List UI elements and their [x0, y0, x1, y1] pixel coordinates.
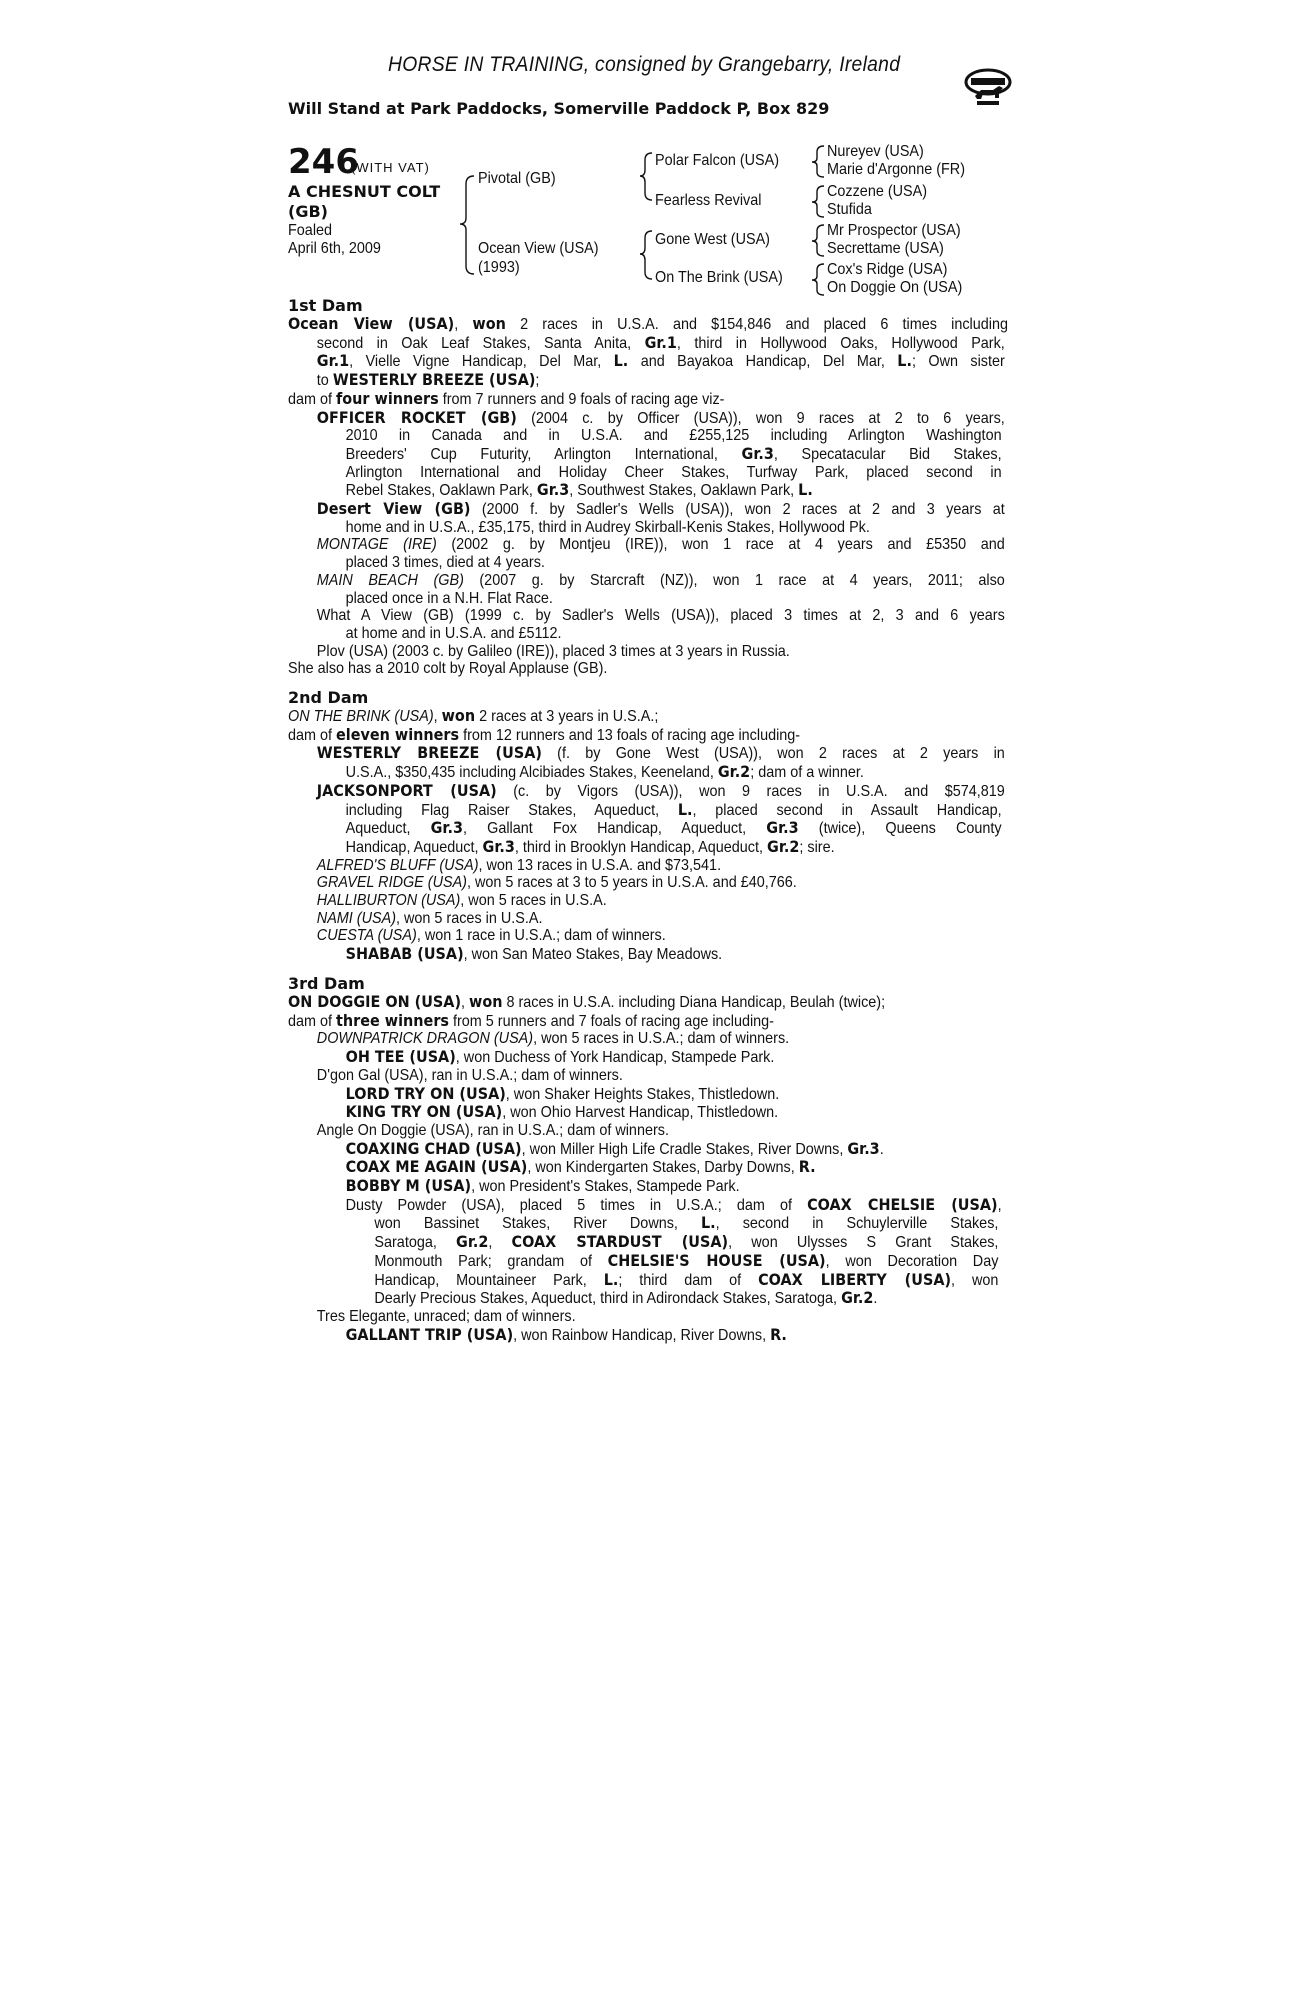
- bold-text: eleven winners: [336, 724, 460, 744]
- text-run: from 7 runners and 9 foals of racing age viz-: [438, 390, 725, 408]
- pedigree-dam-year: (1993): [478, 259, 520, 276]
- text-run: (2002 g. by Montjeu (IRE)), won 1 race at 4 years and £5350 and: [436, 536, 1005, 554]
- text-run: , Gallant Fox Handicap, Aqueduct,: [462, 820, 767, 838]
- italic-text: CUESTA (USA): [316, 927, 417, 945]
- text-line: [288, 1308, 936, 1326]
- bold-text: Gr.2: [841, 1288, 874, 1308]
- bold-text: L.: [798, 480, 813, 500]
- pedigree-dam-dam: On The Brink (USA): [655, 269, 783, 286]
- text-line: [288, 1233, 998, 1252]
- text-run: 8 races in U.S.A. including Diana Handicap, Beulah (twice);: [502, 994, 886, 1011]
- text-run: , third in Brooklyn Handicap, Aqueduct,: [514, 838, 768, 856]
- text-run: at home and in U.S.A. and £5112.: [345, 624, 562, 642]
- pedigree-g3-4: Stufida: [827, 201, 872, 218]
- text-line: [288, 993, 936, 1012]
- text-run: Dearly Precious Stakes, Aqueduct, third in Adirondack Stakes, Saratoga,: [374, 1290, 842, 1308]
- text-run: She also has a 2010 colt by Royal Applause (GB).: [288, 660, 608, 678]
- text-line: [288, 554, 936, 572]
- text-line: [288, 572, 1005, 590]
- bold-text: Gr.3: [430, 818, 463, 838]
- text-run: ; sire.: [799, 838, 835, 856]
- text-run: Handicap, Aqueduct,: [345, 838, 483, 856]
- text-run: 2010 in Canada and in U.S.A. and £255,125 including Arlington Washington: [345, 427, 1002, 445]
- text-line: [288, 660, 936, 678]
- bold-text: OH TEE (USA): [345, 1047, 456, 1067]
- bold-text: Gr.3: [766, 818, 799, 838]
- text-line: [288, 945, 936, 964]
- text-run: , Vielle Vigne Handicap, Del Mar,: [349, 353, 614, 371]
- text-run: ,: [433, 708, 442, 725]
- bold-text: COAX CHELSIE (USA): [807, 1194, 998, 1214]
- third-dam-lines: [288, 993, 1008, 1344]
- text-run: D'gon Gal (USA), ran in U.S.A.; dam of winners.: [316, 1066, 623, 1084]
- text-run: placed 3 times, died at 4 years.: [345, 554, 545, 572]
- text-run: Rebel Stakes, Oaklawn Park,: [345, 482, 537, 500]
- text-run: , second in Schuylerville Stakes,: [715, 1215, 999, 1233]
- text-run: , won 1 race in U.S.A.; dam of winners.: [416, 927, 666, 945]
- second-dam-lines: [288, 707, 1008, 964]
- italic-text: ALFRED'S BLUFF (USA): [316, 856, 479, 874]
- lot-number: 246: [288, 142, 359, 182]
- bold-text: WESTERLY BREEZE (USA): [332, 370, 536, 390]
- text-run: , won Ulysses S Grant Stakes,: [728, 1234, 999, 1252]
- text-run: , won 5 races in U.S.A.; dam of winners.: [533, 1030, 790, 1048]
- text-run: , won 5 races at 3 to 5 years in U.S.A. and £40,766.: [466, 874, 797, 892]
- text-line: [288, 1030, 936, 1048]
- text-line: [288, 819, 1002, 838]
- italic-text: ON THE BRINK (USA): [288, 708, 434, 725]
- text-line: [288, 838, 936, 857]
- text-line: [288, 1048, 936, 1067]
- third-dam-section: [288, 975, 1008, 1344]
- text-run: , won Rainbow Handicap, River Downs,: [513, 1326, 771, 1344]
- first-dam-lines: [288, 315, 1008, 678]
- text-line: [288, 481, 936, 500]
- pedigree-g3-2: Marie d'Argonne (FR): [827, 161, 965, 178]
- page-title: HORSE IN TRAINING, consigned by Grangebarry, Ireland: [388, 53, 901, 76]
- text-line: [288, 1012, 936, 1031]
- text-run: , won 5 races in U.S.A.: [396, 909, 543, 927]
- text-run: (2000 f. by Sadler's Wells (USA)), won 2 races at 2 and 3 years at: [470, 501, 1005, 519]
- stand-location: Will Stand at Park Paddocks, Somerville Paddock P, Box 829: [288, 99, 830, 118]
- text-line: [288, 1067, 936, 1085]
- text-line: [288, 371, 936, 390]
- text-line: [288, 857, 936, 875]
- text-run: , won 5 races in U.S.A.: [460, 892, 607, 910]
- bold-text: L.: [897, 351, 912, 371]
- text-line: [288, 1214, 998, 1233]
- text-line: [288, 352, 1005, 371]
- text-run: Saratoga,: [374, 1234, 457, 1252]
- bold-text: ON DOGGIE ON (USA): [288, 992, 462, 1011]
- text-run: dam of: [288, 1012, 337, 1030]
- text-run: dam of: [288, 726, 337, 744]
- bold-text: Gr.3: [536, 480, 570, 500]
- text-run: , Specatacular Bid Stakes,: [773, 445, 1002, 463]
- bold-text: R.: [770, 1324, 787, 1344]
- text-run: , won Decoration Day: [825, 1252, 999, 1270]
- text-run: (f. by Gone West (USA)), won 2 races at 2 years in: [541, 745, 1005, 763]
- text-line: [288, 874, 936, 892]
- text-line: [288, 390, 936, 409]
- text-run: ,: [461, 994, 470, 1011]
- bold-text: R.: [798, 1157, 816, 1177]
- bold-text: won: [472, 314, 506, 333]
- pedigree-dam: Ocean View (USA): [478, 240, 599, 257]
- bold-text: L.: [701, 1213, 716, 1233]
- text-run: (2007 g. by Starcraft (NZ)), won 1 race at 4 years, 2011; also: [463, 571, 1005, 589]
- bold-text: Gr.3: [741, 443, 774, 463]
- text-run: U.S.A., $350,435 including Alcibiades Stakes, Keeneland,: [345, 764, 718, 782]
- text-run: 2 races in U.S.A. and $154,846 and placed 6 times including: [505, 316, 1008, 333]
- text-run: , won 13 races in U.S.A. and $73,541.: [478, 856, 722, 874]
- bold-text: won: [441, 706, 476, 725]
- text-run: , won: [951, 1271, 999, 1289]
- text-run: (c. by Vigors (USA)), won 9 races in U.S.A. and $574,819: [496, 782, 1005, 800]
- text-line: [288, 500, 1005, 519]
- text-run: , won Shaker Heights Stakes, Thistledown.: [505, 1085, 780, 1103]
- text-run: Handicap, Mountaineer Park,: [374, 1271, 604, 1289]
- bold-text: Gr.3: [482, 836, 515, 856]
- pedigree-g3-5: Mr Prospector (USA): [827, 222, 961, 239]
- pedigree-g3-7: Cox's Ridge (USA): [827, 261, 948, 278]
- text-line: [288, 782, 1005, 801]
- text-run: won Bassinet Stakes, River Downs,: [374, 1215, 702, 1233]
- bold-text: JACKSONPORT (USA): [316, 780, 497, 800]
- text-run: , third in Hollywood Oaks, Hollywood Park,: [676, 334, 1005, 352]
- text-run: to: [316, 372, 333, 390]
- second-dam-section: [288, 689, 1008, 964]
- text-run: ; dam of a winner.: [750, 764, 864, 782]
- lot-description-line1: A CHESNUT COLT: [288, 182, 441, 201]
- second-dam-heading: 2nd Dam: [288, 688, 369, 707]
- text-line: [288, 334, 1005, 353]
- text-run: , won President's Stakes, Stampede Park.: [471, 1178, 740, 1196]
- text-line: [288, 1140, 936, 1159]
- bold-text: four winners: [336, 388, 439, 408]
- italic-text: MONTAGE (IRE): [316, 536, 437, 554]
- bold-text: won: [469, 992, 503, 1011]
- pedigree-g3-8: On Doggie On (USA): [827, 279, 963, 296]
- text-line: [288, 1252, 998, 1271]
- bold-text: Gr.2: [767, 836, 800, 856]
- italic-text: HALLIBURTON (USA): [316, 892, 461, 910]
- text-run: placed once in a N.H. Flat Race.: [345, 589, 553, 607]
- lot-description-line2: (GB): [288, 202, 328, 221]
- text-line: [288, 726, 936, 745]
- text-run: home and in U.S.A., £35,175, third in Audrey Skirball-Kenis Stakes, Hollywood Pk.: [345, 518, 870, 536]
- italic-text: DOWNPATRICK DRAGON (USA): [316, 1030, 534, 1048]
- bold-text: Gr.1: [644, 332, 677, 352]
- bold-text: COAX STARDUST (USA): [511, 1232, 729, 1252]
- text-line: [288, 763, 936, 782]
- bold-text: OFFICER ROCKET (GB): [316, 407, 517, 427]
- text-run: .: [879, 1140, 884, 1158]
- vat-note: (WITH VAT): [351, 160, 430, 175]
- first-dam-section: [288, 297, 1008, 678]
- text-run: Dusty Powder (USA), placed 5 times in U.S.A.; dam of: [345, 1196, 808, 1214]
- bold-text: COAX ME AGAIN (USA): [345, 1157, 528, 1177]
- pedigree-g3-1: Nureyev (USA): [827, 143, 924, 160]
- text-line: [288, 1122, 936, 1140]
- text-run: What A View (GB) (1999 c. by Sadler's Wells (USA)), placed 3 times at 2, 3 and 6 years: [316, 607, 1005, 625]
- text-run: second in Oak Leaf Stakes, Santa Anita,: [316, 334, 645, 352]
- text-line: [288, 1289, 936, 1308]
- text-run: from 12 runners and 13 foals of racing age including-: [459, 726, 801, 744]
- text-run: dam of: [288, 390, 337, 408]
- text-line: [288, 910, 936, 928]
- text-run: ,: [997, 1196, 1002, 1214]
- pedigree-sire-dam: Fearless Revival: [655, 192, 762, 209]
- first-dam-heading: 1st Dam: [288, 296, 363, 315]
- bold-text: Gr.1: [316, 351, 350, 371]
- text-run: (twice), Queens County: [798, 820, 1002, 838]
- text-run: , won Duchess of York Handicap, Stampede Park.: [455, 1049, 775, 1067]
- text-line: [288, 445, 1002, 464]
- pedigree-g3-3: Cozzene (USA): [827, 183, 928, 200]
- text-run: Plov (USA) (2003 c. by Galileo (IRE)), placed 3 times at 3 years in Russia.: [316, 642, 790, 660]
- bold-text: BOBBY M (USA): [345, 1176, 472, 1196]
- text-run: including Flag Raiser Stakes, Aqueduct,: [345, 801, 678, 819]
- pedigree-sire-sire: Polar Falcon (USA): [655, 152, 780, 169]
- text-run: ;: [535, 372, 540, 390]
- bold-text: COAX LIBERTY (USA): [758, 1269, 952, 1289]
- text-run: Monmouth Park; grandam of: [374, 1252, 608, 1270]
- text-run: Angle On Doggie (USA), ran in U.S.A.; dam of winners.: [316, 1121, 669, 1139]
- bold-text: LORD TRY ON (USA): [345, 1083, 506, 1103]
- bold-text: COAXING CHAD (USA): [345, 1138, 522, 1158]
- text-run: .: [873, 1290, 878, 1308]
- text-line: [288, 519, 936, 537]
- text-run: 2 races at 3 years in U.S.A.;: [475, 708, 659, 725]
- text-run: (2004 c. by Officer (USA)), won 9 races at 2 to 6 years,: [516, 409, 1005, 427]
- text-run: , won San Mateo Stakes, Bay Meadows.: [463, 946, 723, 964]
- text-run: ,: [454, 316, 473, 333]
- text-line: [288, 1103, 936, 1122]
- bold-text: Gr.2: [456, 1232, 489, 1252]
- text-line: [288, 892, 936, 910]
- text-run: and Bayakoa Handicap, Del Mar,: [628, 353, 898, 371]
- bold-text: L.: [613, 351, 629, 371]
- text-run: , won Miller High Life Cradle Stakes, River Downs,: [521, 1140, 848, 1158]
- bold-text: WESTERLY BREEZE (USA): [316, 743, 542, 763]
- text-line: [288, 409, 1005, 428]
- bold-text: SHABAB (USA): [345, 944, 464, 964]
- foaled-date: April 6th, 2009: [288, 240, 381, 257]
- text-run: , Southwest Stakes, Oaklawn Park,: [569, 482, 799, 500]
- text-run: Breeders' Cup Futurity, Arlington International,: [345, 445, 742, 463]
- text-line: [288, 1177, 936, 1196]
- text-run: Tres Elegante, unraced; dam of winners.: [316, 1307, 576, 1325]
- text-line: [288, 744, 1005, 763]
- text-run: from 5 runners and 7 foals of racing age including-: [448, 1012, 774, 1030]
- text-line: [288, 801, 1002, 820]
- pedigree-g3-6: Secrettame (USA): [827, 240, 944, 257]
- italic-text: GRAVEL RIDGE (USA): [316, 874, 467, 892]
- bold-text: KING TRY ON (USA): [345, 1102, 503, 1122]
- text-line: [288, 427, 1002, 445]
- italic-text: NAMI (USA): [316, 909, 396, 927]
- bold-text: Gr.2: [717, 762, 751, 782]
- text-run: Arlington International and Holiday Cheer Stakes, Turfway Park, placed second in: [345, 463, 1002, 481]
- text-run: , won Kindergarten Stakes, Darby Downs,: [527, 1159, 799, 1177]
- bold-text: Desert View (GB): [316, 499, 471, 519]
- text-line: [288, 927, 936, 945]
- text-line: [288, 1085, 936, 1104]
- bold-text: Ocean View (USA): [288, 314, 455, 333]
- bold-text: CHELSIE'S HOUSE (USA): [607, 1250, 826, 1270]
- third-dam-heading: 3rd Dam: [288, 974, 365, 993]
- text-line: [288, 625, 936, 643]
- text-run: , placed second in Assault Handicap,: [692, 801, 1002, 819]
- bold-text: GALLANT TRIP (USA): [345, 1324, 514, 1344]
- italic-text: MAIN BEACH (GB): [316, 571, 464, 589]
- text-line: [288, 607, 1005, 625]
- text-line: [288, 536, 1005, 554]
- text-line: [288, 1196, 1002, 1215]
- bold-text: Gr.3: [847, 1138, 880, 1158]
- bold-text: three winners: [336, 1010, 449, 1030]
- bold-text: L.: [677, 799, 693, 819]
- text-line: [288, 464, 1002, 482]
- text-line: [288, 643, 936, 661]
- text-line: [288, 1158, 936, 1177]
- pedigree-sire: Pivotal (GB): [478, 170, 556, 187]
- pedigree-dam-sire: Gone West (USA): [655, 231, 770, 248]
- bold-text: L.: [603, 1269, 619, 1289]
- text-run: , won Ohio Harvest Handicap, Thistledown.: [502, 1104, 779, 1122]
- text-line: [288, 1271, 998, 1290]
- text-line: [288, 1326, 936, 1345]
- foaled-label: Foaled: [288, 222, 333, 239]
- text-run: ; Own sister: [911, 353, 1005, 371]
- text-line: [288, 315, 1008, 334]
- text-run: Aqueduct,: [345, 820, 431, 838]
- text-line: [288, 590, 936, 608]
- text-run: ; third dam of: [618, 1271, 759, 1289]
- text-line: [288, 707, 936, 726]
- text-run: ,: [488, 1234, 512, 1252]
